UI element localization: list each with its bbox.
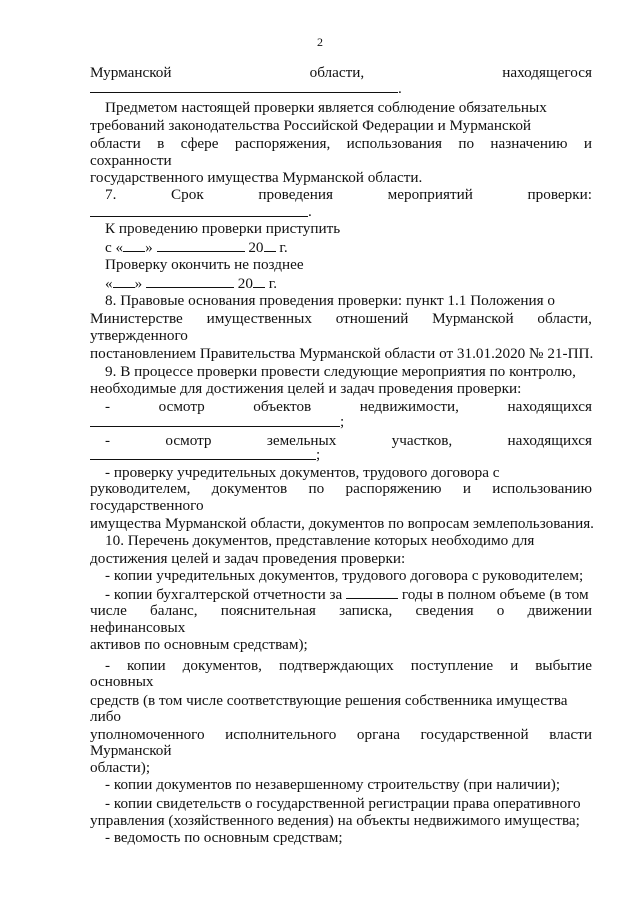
paragraph-line: государственного имущества Мурманской области.	[90, 169, 423, 186]
text-word: руководителем,	[90, 480, 191, 497]
text-word: отношений	[335, 310, 409, 327]
blank-line	[90, 92, 398, 93]
item-9-bullet	[90, 480, 592, 498]
text-word: выбытие	[535, 657, 592, 674]
item-9-bullet: государственного	[90, 497, 204, 514]
header-line	[90, 64, 592, 82]
item-10-doc: нефинансовых	[90, 619, 186, 636]
item-9-bullet	[105, 398, 592, 416]
blank-field	[157, 238, 245, 252]
end-date-line	[105, 274, 277, 293]
text-word: по	[458, 135, 475, 152]
text-word: документов	[211, 480, 288, 497]
text-word: назначению	[490, 135, 568, 152]
text-word: -	[105, 432, 111, 449]
text-word: пояснительная	[220, 602, 316, 619]
item-10-line: 10. Перечень документов, представление которых необходимо для	[105, 532, 535, 549]
text-word: - копии бухгалтерской отчетности за	[105, 586, 343, 603]
item-10-doc	[90, 602, 592, 620]
blank-field	[146, 274, 234, 288]
text-word: годы в полном объеме (в том	[401, 586, 589, 603]
text-word: недвижимости,	[359, 398, 459, 415]
text-word: органа	[356, 726, 400, 743]
text-word: распоряжению	[345, 480, 442, 497]
item-8-line: постановлением Правительства Мурманской области от 31.01.2020 № 21-ПП.	[90, 345, 594, 362]
text-word: проведения	[258, 186, 333, 203]
page-number: 2	[317, 35, 323, 49]
text-word: Срок	[171, 186, 204, 203]
blank-field	[113, 274, 135, 288]
text-word: 20	[248, 239, 264, 256]
text-word: Министерстве	[90, 310, 183, 327]
text-word: уполномоченного	[90, 726, 205, 743]
paragraph-line: сохранности	[90, 152, 172, 169]
text-word: объектов	[253, 398, 312, 415]
text-word: -	[105, 657, 111, 674]
text-word: власти	[549, 726, 592, 743]
text-word: мероприятий	[387, 186, 473, 203]
period: .	[398, 80, 402, 97]
text-word: записка,	[339, 602, 393, 619]
text-word: области,	[537, 310, 592, 327]
text-word: осмотр	[165, 432, 212, 449]
item-9-bullet	[105, 432, 592, 450]
text-word: ;	[340, 413, 345, 430]
text-word: с «	[105, 239, 124, 256]
paragraph-line: Предметом настоящей проверки является соблюдение обязательных	[105, 99, 547, 116]
text-word: использования	[346, 135, 442, 152]
text-word: и	[583, 135, 592, 152]
item-10-doc: - ведомость по основным средствам;	[105, 829, 343, 846]
item-10-doc: основных	[90, 673, 154, 690]
text-word: государственной	[420, 726, 529, 743]
period: .	[308, 203, 312, 220]
blank-line	[90, 216, 308, 217]
item-10-doc: области);	[90, 759, 151, 776]
text-word: «	[105, 275, 113, 292]
text-word: по	[308, 480, 325, 497]
item-8-line	[90, 310, 592, 328]
item-9-bullet: имущества Мурманской области, документов по вопросам землепользования.	[90, 515, 594, 532]
text-word: движении	[527, 602, 592, 619]
text-word: Мурманской	[90, 64, 172, 81]
text-word: имущественных	[206, 310, 312, 327]
item-10-doc: либо	[90, 708, 122, 725]
text-word: г.	[279, 239, 288, 256]
start-line: К проведению проверки приступить	[105, 220, 341, 237]
text-word: и	[462, 480, 471, 497]
text-word: копии	[127, 657, 166, 674]
item-10-doc	[105, 657, 592, 675]
text-word: области	[90, 135, 141, 152]
end-line: Проверку окончить не позднее	[105, 256, 304, 273]
blank-field	[253, 274, 265, 288]
item-10-doc: Мурманской	[90, 742, 172, 759]
blank-field	[346, 585, 398, 599]
text-word: участков,	[391, 432, 453, 449]
item-9-bullet: - проверку учредительных документов, трудового договора с	[105, 464, 500, 481]
blank-field	[123, 238, 145, 252]
text-word: находящихся	[507, 432, 592, 449]
text-word: области,	[309, 64, 365, 81]
item-8-line: утвержденного	[90, 327, 188, 344]
item-10-doc: - копии свидетельств о государственной регистрации права оперативного	[105, 795, 581, 812]
blank-field	[264, 238, 276, 252]
text-word: о	[496, 602, 505, 619]
text-word: исполнительного	[225, 726, 337, 743]
text-word: сфере	[180, 135, 219, 152]
item-10-doc: - копии учредительных документов, трудового договора с руководителем;	[105, 567, 584, 584]
text-word: поступление	[410, 657, 494, 674]
item-9-line: 9. В процессе проверки провести следующие мероприятия по контролю,	[105, 363, 576, 380]
text-word: »	[145, 239, 153, 256]
item-7-line	[105, 186, 592, 204]
item-10-line: достижения целей и задач проведения проверки:	[90, 550, 406, 567]
text-word: сведения	[415, 602, 474, 619]
item-10-doc: активов по основным средствам);	[90, 636, 308, 653]
text-word: »	[134, 275, 143, 292]
text-word: находящегося	[502, 64, 592, 81]
text-word: и	[510, 657, 519, 674]
item-10-doc: средств (в том числе соответствующие решения собственника имущества	[90, 692, 568, 709]
paragraph-line: требований законодательства Российской Федерации и Мурманской	[90, 117, 532, 134]
text-word: ;	[316, 446, 321, 463]
item-10-doc: управления (хозяйственного ведения) на объекты недвижимого имущества;	[90, 812, 580, 829]
blank-line	[90, 426, 340, 427]
text-word: документов,	[182, 657, 262, 674]
text-word: проверки:	[527, 186, 592, 203]
text-word: осмотр	[158, 398, 205, 415]
text-word: 20	[237, 275, 253, 292]
text-word: Мурманской	[432, 310, 514, 327]
text-word: использованию	[492, 480, 592, 497]
text-word: баланс,	[150, 602, 198, 619]
text-word: г.	[268, 275, 278, 292]
start-date-line	[105, 238, 288, 257]
item-10-doc: - копии документов по незавершенному строительству (при наличии);	[105, 776, 561, 793]
item-8-line: 8. Правовые основания проведения проверки: пункт 1.1 Положения о	[105, 292, 556, 309]
paragraph-line	[90, 135, 592, 153]
text-word: находящихся	[507, 398, 592, 415]
item-9-line: необходимые для достижения целей и задач проведения проверки:	[90, 380, 522, 397]
text-word: распоряжения,	[234, 135, 331, 152]
text-word: 7.	[105, 186, 117, 203]
text-word: подтверждающих	[278, 657, 394, 674]
text-word: в	[157, 135, 165, 152]
blank-line	[90, 459, 316, 460]
text-word: числе	[90, 602, 127, 619]
text-word: -	[105, 398, 111, 415]
text-word: земельных	[266, 432, 337, 449]
